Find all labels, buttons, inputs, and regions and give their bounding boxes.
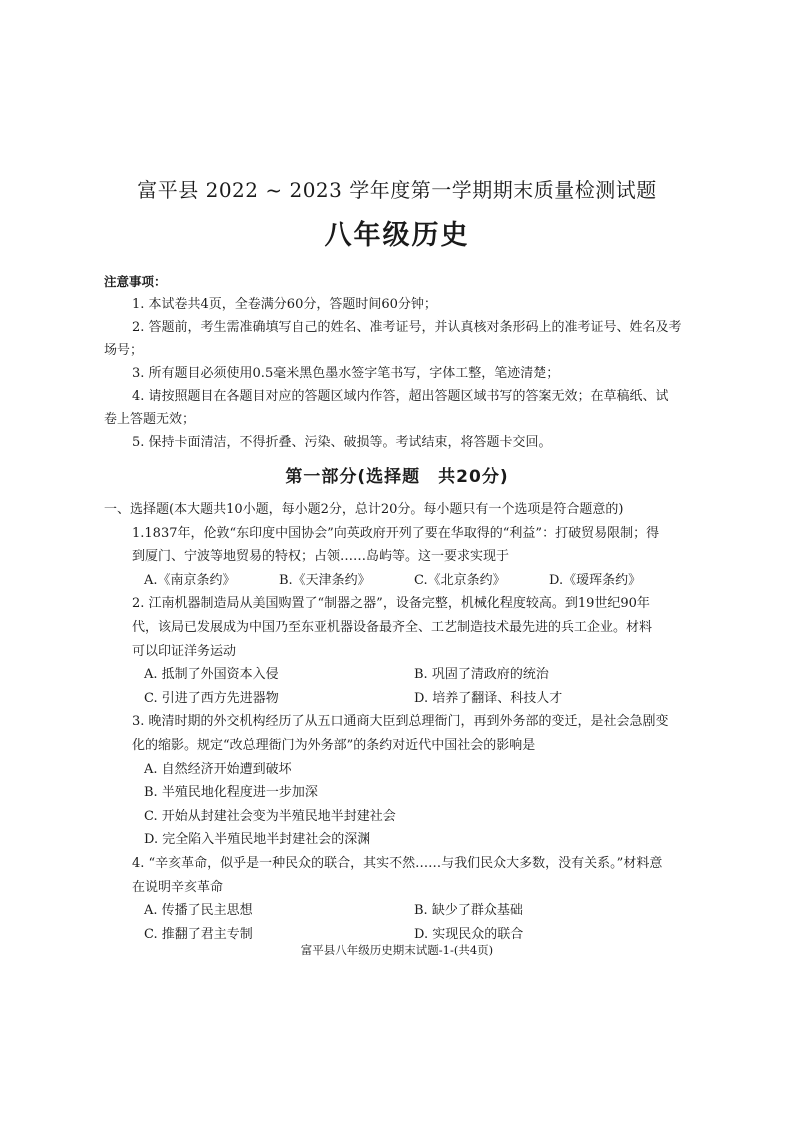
exam-title: 富平县 2022 ~ 2023 学年度第一学期期末质量检测试题: [137, 178, 657, 202]
question-2-option-d: D. 培养了翻译、科技人才: [414, 690, 563, 706]
question-1-option-d: D.《瑷珲条约》: [549, 572, 642, 588]
question-3-option-d: D. 完全陷入半殖民地半封建社会的深渊: [144, 832, 371, 848]
note-item-2-continued: 场号；: [104, 343, 144, 358]
question-3-stem: 3. 晚清时期的外交机构经历了从五口通商大臣到总理衙门，再到外务部的变迁，是社会急剧变: [132, 714, 669, 730]
question-4-option-a: A. 传播了民主思想: [144, 903, 253, 919]
note-item-4: 4. 请按照题目在各题目对应的答题区域内作答，超出答题区域书写的答案无效；在草稿纸、试: [132, 389, 669, 404]
question-1-stem-continued: 到厦门、宁波等地贸易的特权；占领……岛屿等。这一要求实现于: [132, 549, 510, 565]
note-item-5: 5. 保持卡面清洁，不得折叠、污染、破损等。考试结束，将答题卡交回。: [132, 435, 552, 450]
notes-section: [104, 270, 684, 454]
question-4-option-c: C. 推翻了君主专制: [144, 926, 253, 942]
question-3-option-c: C. 开始从封建社会变为半殖民地半封建社会: [144, 808, 396, 824]
question-2-option-c: C. 引进了西方先进器物: [144, 690, 279, 706]
question-1-options: [104, 569, 684, 593]
question-2-option-a: A. 抵制了外国资本入侵: [144, 667, 279, 683]
notes-heading: 注意事项：: [104, 274, 167, 289]
question-4-stem-continued: 在说明辛亥革命: [132, 879, 224, 895]
question-3-option-a: A. 自然经济开始遭到破坏: [144, 761, 292, 777]
question-4-stem: 4. “辛亥革命，似乎是一种民众的联合，其实不然……与我们民众大多数，没有关系。”材料意: [132, 855, 663, 871]
question-1-option-a: A.《南京条约》: [144, 572, 236, 588]
question-3-stem-continued: 化的缩影。规定“改总理衙门为外务部”的条约对近代中国社会的影响是: [132, 737, 536, 753]
note-item-4-continued: 卷上答题无效；: [104, 412, 196, 427]
question-2-options-row-1: [104, 663, 684, 687]
question-1-option-c: C.《北京条约》: [414, 572, 506, 588]
note-item-2: 2. 答题前，考生需准确填写自己的姓名、准考证号，并认真核对条形码上的准考证号、姓名及考: [132, 320, 682, 335]
questions-section: [104, 498, 684, 946]
question-1-stem: 1.1837年，伦敦“东印度中国协会”向英政府开列了要在华取得的“利益”：打破贸易限制；得: [132, 525, 660, 541]
question-2-stem-continued-1: 代，该局已发展成为中国乃至东亚机器设备最齐全、工艺制造技术最先进的兵工企业。材料: [132, 619, 653, 635]
question-4-options-row-1: [104, 899, 684, 923]
question-2-option-b: B. 巩固了清政府的统治: [414, 667, 549, 683]
note-item-1: 1. 本试卷共4页，全卷满分60分，答题时间60分钟；: [132, 297, 437, 312]
question-2-stem: 2. 江南机器制造局从美国购置了“制器之器”，设备完整，机械化程度较高。到19世纪90年: [132, 596, 650, 612]
note-item-3: 3. 所有题目必须使用0.5毫米黑色墨水签字笔书写，字体工整，笔迹清楚；: [132, 366, 560, 381]
question-3-option-b: B. 半殖民地化程度进一步加深: [144, 785, 318, 801]
question-1-option-b: B.《天津条约》: [279, 572, 371, 588]
part-one-title: 第一部分(选择题 共20分): [285, 467, 509, 487]
question-4-option-d: D. 实现民众的联合: [414, 926, 524, 942]
question-4-option-b: B. 缺少了群众基础: [414, 903, 523, 919]
question-2-stem-continued-2: 可以印证洋务运动: [132, 643, 237, 659]
section-heading: 一、选择题(本大题共10小题，每小题2分，总计20分。每小题只有一个选项是符合题意的): [104, 502, 624, 517]
exam-subject-title: 八年级历史: [324, 220, 470, 251]
page-footer: 富平县八年级历史期末试题-1-(共4页): [300, 943, 494, 957]
question-2-options-row-2: [104, 687, 684, 711]
